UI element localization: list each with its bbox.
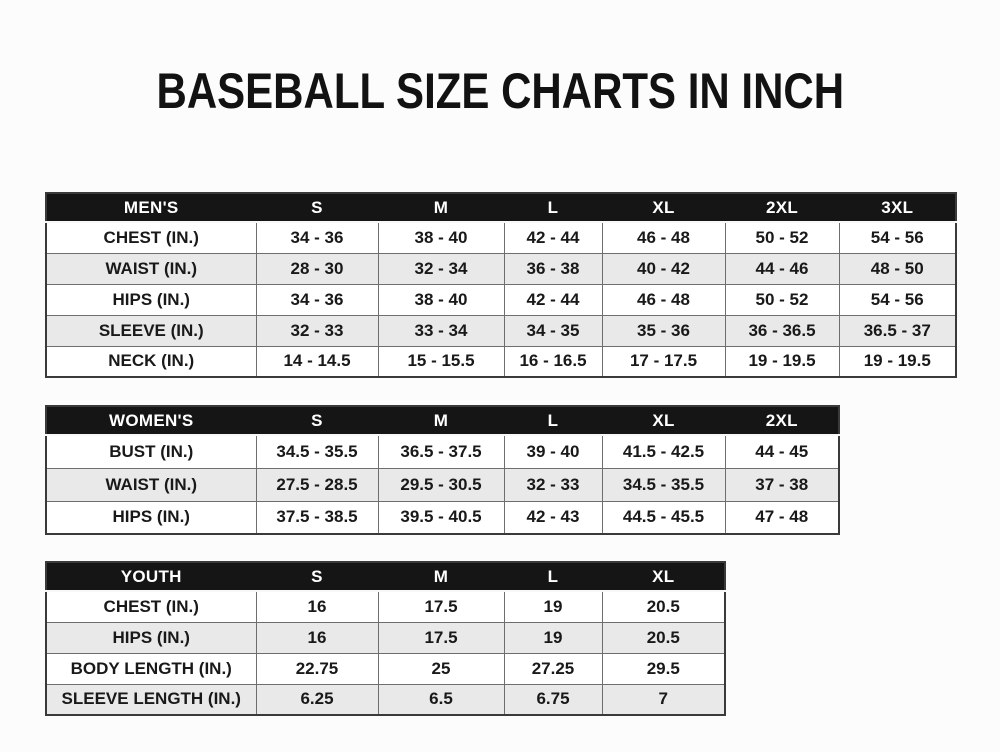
- value-cell: 36 - 36.5: [725, 315, 839, 346]
- value-cell: 25: [378, 653, 504, 684]
- value-cell: 54 - 56: [839, 222, 956, 253]
- value-cell: 16 - 16.5: [504, 346, 602, 377]
- value-cell: 34 - 36: [256, 222, 378, 253]
- size-header-cell: M: [378, 406, 504, 435]
- title-bar: [0, 62, 1000, 120]
- header-row: [46, 406, 839, 435]
- size-header-cell: XL: [602, 193, 725, 222]
- value-cell: 32 - 34: [378, 253, 504, 284]
- value-cell: 27.5 - 28.5: [256, 468, 378, 501]
- value-cell: 47 - 48: [725, 501, 839, 534]
- row-label-cell: SLEEVE LENGTH (IN.): [46, 684, 256, 715]
- value-cell: 34.5 - 35.5: [602, 468, 725, 501]
- value-cell: 44.5 - 45.5: [602, 501, 725, 534]
- size-header-cell: 3XL: [839, 193, 956, 222]
- value-cell: 41.5 - 42.5: [602, 435, 725, 468]
- header-row: [46, 193, 956, 222]
- table-row: [46, 284, 956, 315]
- value-cell: 17 - 17.5: [602, 346, 725, 377]
- row-label-cell: BODY LENGTH (IN.): [46, 653, 256, 684]
- value-cell: 48 - 50: [839, 253, 956, 284]
- value-cell: 38 - 40: [378, 284, 504, 315]
- row-label-cell: HIPS (IN.): [46, 622, 256, 653]
- value-cell: 28 - 30: [256, 253, 378, 284]
- row-label-cell: WAIST (IN.): [46, 253, 256, 284]
- value-cell: 7: [602, 684, 725, 715]
- row-label-cell: WAIST (IN.): [46, 468, 256, 501]
- table-row: [46, 653, 725, 684]
- header-row: [46, 562, 725, 591]
- value-cell: 17.5: [378, 622, 504, 653]
- value-cell: 32 - 33: [504, 468, 602, 501]
- table-row: [46, 435, 839, 468]
- table-row: [46, 501, 839, 534]
- size-header-cell: XL: [602, 562, 725, 591]
- value-cell: 17.5: [378, 591, 504, 622]
- value-cell: 40 - 42: [602, 253, 725, 284]
- size-header-cell: M: [378, 562, 504, 591]
- size-header-cell: S: [256, 406, 378, 435]
- page-title: BASEBALL SIZE CHARTS IN INCH: [156, 63, 844, 119]
- row-label-cell: HIPS (IN.): [46, 501, 256, 534]
- size-header-cell: L: [504, 193, 602, 222]
- size-header-cell: M: [378, 193, 504, 222]
- value-cell: 38 - 40: [378, 222, 504, 253]
- value-cell: 34 - 35: [504, 315, 602, 346]
- size-header-cell: L: [504, 406, 602, 435]
- table-row: [46, 622, 725, 653]
- value-cell: 50 - 52: [725, 284, 839, 315]
- table-row: [46, 468, 839, 501]
- value-cell: 33 - 34: [378, 315, 504, 346]
- table-row: [46, 253, 956, 284]
- value-cell: 6.75: [504, 684, 602, 715]
- group-header-cell: YOUTH: [46, 562, 256, 591]
- mens-size-table: [45, 192, 957, 378]
- table-row: [46, 591, 725, 622]
- value-cell: 32 - 33: [256, 315, 378, 346]
- value-cell: 37 - 38: [725, 468, 839, 501]
- value-cell: 6.25: [256, 684, 378, 715]
- value-cell: 46 - 48: [602, 222, 725, 253]
- value-cell: 29.5 - 30.5: [378, 468, 504, 501]
- value-cell: 50 - 52: [725, 222, 839, 253]
- row-label-cell: BUST (IN.): [46, 435, 256, 468]
- value-cell: 46 - 48: [602, 284, 725, 315]
- value-cell: 39 - 40: [504, 435, 602, 468]
- value-cell: 44 - 45: [725, 435, 839, 468]
- value-cell: 42 - 44: [504, 284, 602, 315]
- value-cell: 19 - 19.5: [839, 346, 956, 377]
- table-row: [46, 315, 956, 346]
- value-cell: 20.5: [602, 591, 725, 622]
- value-cell: 36.5 - 37: [839, 315, 956, 346]
- value-cell: 19 - 19.5: [725, 346, 839, 377]
- value-cell: 36.5 - 37.5: [378, 435, 504, 468]
- value-cell: 15 - 15.5: [378, 346, 504, 377]
- value-cell: 6.5: [378, 684, 504, 715]
- row-label-cell: CHEST (IN.): [46, 222, 256, 253]
- value-cell: 19: [504, 622, 602, 653]
- value-cell: 20.5: [602, 622, 725, 653]
- size-charts-container: [45, 192, 1000, 716]
- size-header-cell: L: [504, 562, 602, 591]
- value-cell: 34 - 36: [256, 284, 378, 315]
- size-header-cell: 2XL: [725, 193, 839, 222]
- youth-size-table: [45, 561, 726, 716]
- value-cell: 27.25: [504, 653, 602, 684]
- value-cell: 16: [256, 591, 378, 622]
- table-row: [46, 346, 956, 377]
- value-cell: 16: [256, 622, 378, 653]
- value-cell: 37.5 - 38.5: [256, 501, 378, 534]
- value-cell: 54 - 56: [839, 284, 956, 315]
- row-label-cell: NECK (IN.): [46, 346, 256, 377]
- size-header-cell: S: [256, 193, 378, 222]
- womens-size-table: [45, 405, 840, 535]
- group-header-cell: MEN'S: [46, 193, 256, 222]
- value-cell: 22.75: [256, 653, 378, 684]
- table-row: [46, 222, 956, 253]
- table-row: [46, 684, 725, 715]
- row-label-cell: CHEST (IN.): [46, 591, 256, 622]
- group-header-cell: WOMEN'S: [46, 406, 256, 435]
- value-cell: 44 - 46: [725, 253, 839, 284]
- value-cell: 35 - 36: [602, 315, 725, 346]
- size-header-cell: 2XL: [725, 406, 839, 435]
- size-header-cell: S: [256, 562, 378, 591]
- value-cell: 19: [504, 591, 602, 622]
- value-cell: 42 - 43: [504, 501, 602, 534]
- value-cell: 39.5 - 40.5: [378, 501, 504, 534]
- value-cell: 14 - 14.5: [256, 346, 378, 377]
- row-label-cell: SLEEVE (IN.): [46, 315, 256, 346]
- value-cell: 29.5: [602, 653, 725, 684]
- value-cell: 36 - 38: [504, 253, 602, 284]
- size-header-cell: XL: [602, 406, 725, 435]
- row-label-cell: HIPS (IN.): [46, 284, 256, 315]
- value-cell: 34.5 - 35.5: [256, 435, 378, 468]
- value-cell: 42 - 44: [504, 222, 602, 253]
